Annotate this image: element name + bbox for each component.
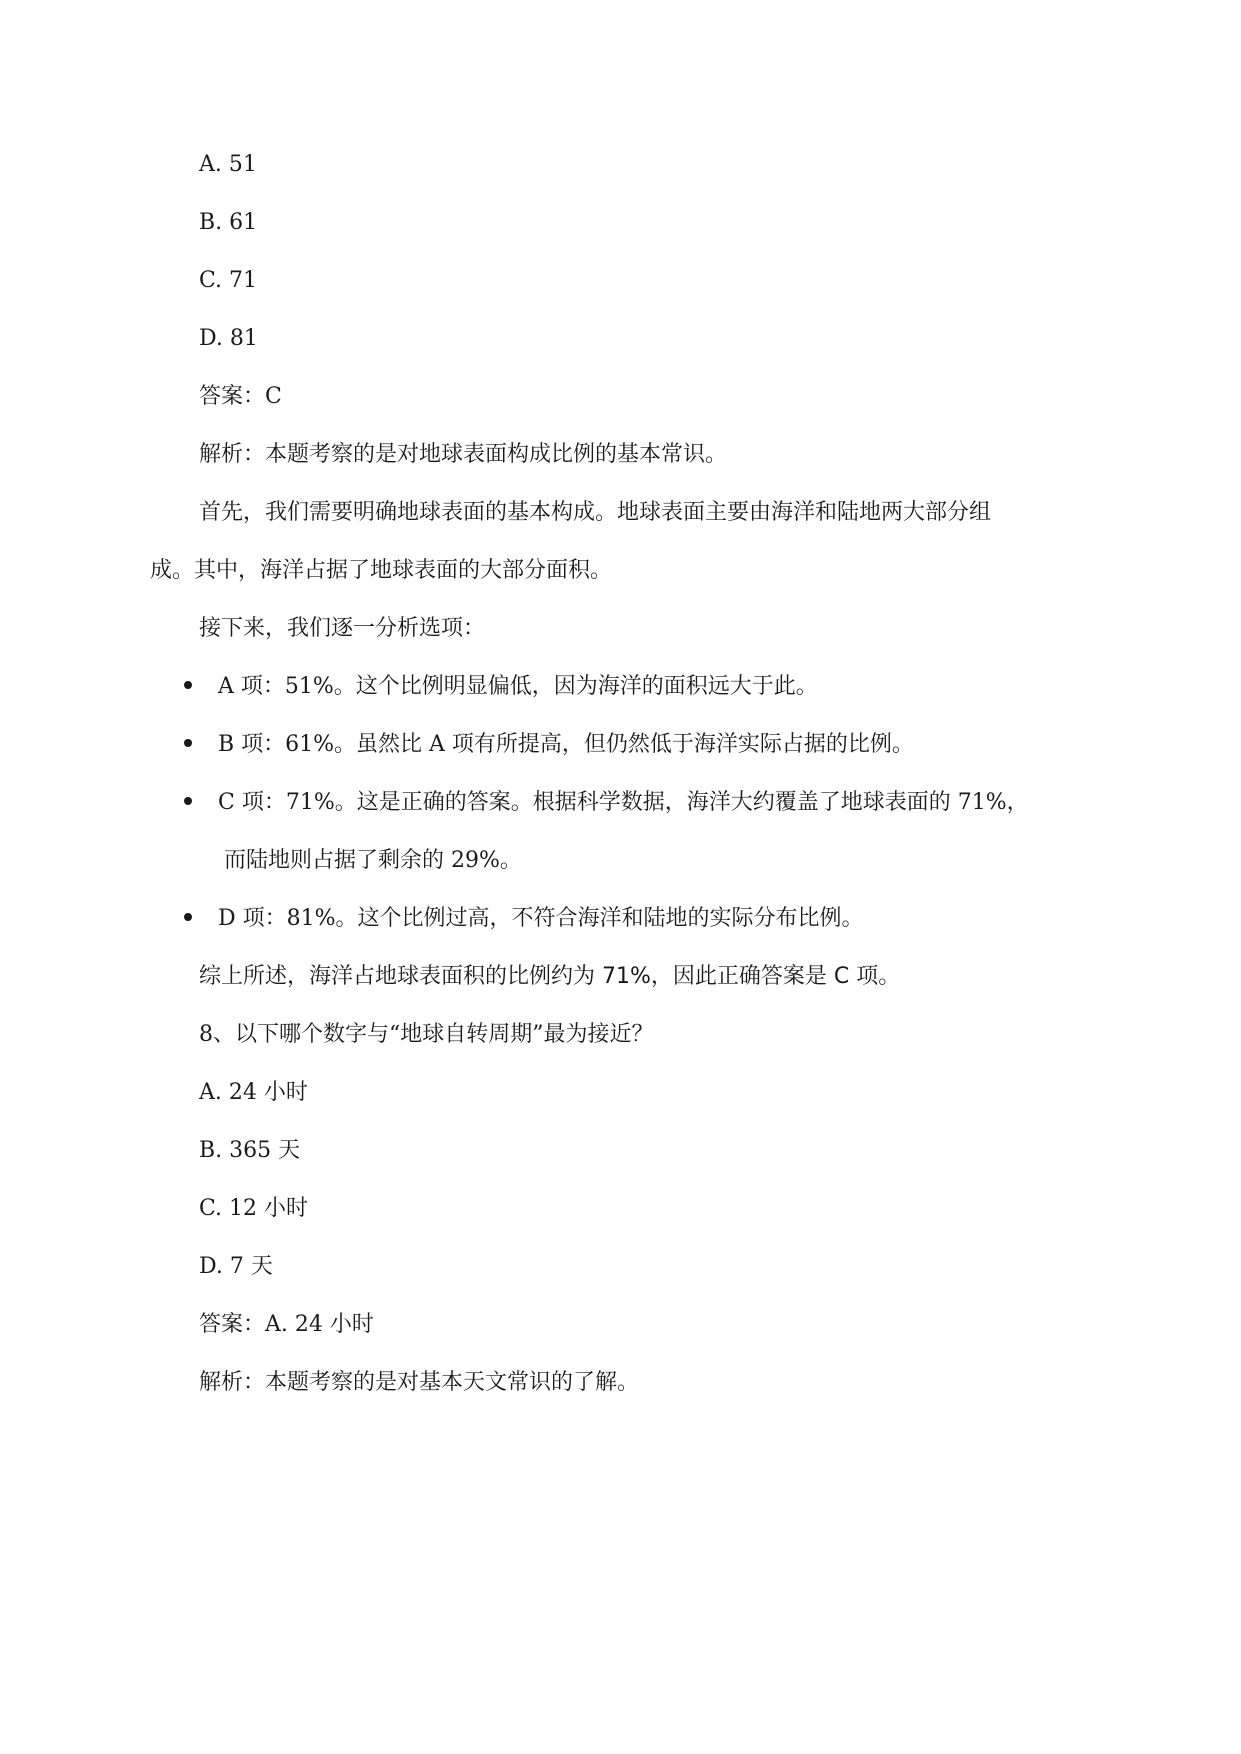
- bullet-icon: [184, 739, 192, 747]
- q7-summary: [199, 962, 900, 992]
- q8-question: 8、以下哪个数字与“地球自转周期”最为接近？: [199, 1022, 654, 1047]
- bullet-icon: [184, 797, 192, 805]
- bullet-text-a: A 项：51%。这个比例明显偏低，因为海洋的面积远大于此。: [218, 674, 818, 699]
- q7-option-b: B. 61: [199, 210, 258, 235]
- bullet-text-b: B 项：61%。虽然比 A 项有所提高，但仍然低于海洋实际占据的比例。: [218, 732, 914, 757]
- summary-answer-letter: C: [833, 964, 850, 989]
- q7-answer: 答案：C: [199, 384, 282, 409]
- q7-option-d: D. 81: [199, 326, 258, 351]
- q7-paragraph-1-line-1: 首先，我们需要明确地球表面的基本构成。地球表面主要由海洋和陆地两大部分组: [199, 500, 992, 525]
- bullet-list-item: [184, 788, 1029, 818]
- summary-text-post: 项。: [849, 964, 901, 989]
- q8-analysis-intro: 解析：本题考察的是对基本天文常识的了解。: [199, 1370, 640, 1395]
- bullet-text-c-continuation: 而陆地则占据了剩余的 29%。: [224, 848, 522, 873]
- q7-paragraph-2: 接下来，我们逐一分析选项：: [199, 616, 486, 641]
- q7-paragraph-1-line-2: 成。其中，海洋占据了地球表面的大部分面积。: [150, 558, 613, 583]
- q8-option-c: C. 12 小时: [199, 1196, 309, 1221]
- q7-option-a: A. 51: [199, 152, 257, 177]
- bullet-text-c: C 项：71%。这是正确的答案。根据科学数据，海洋大约覆盖了地球表面的 71%，: [218, 790, 1029, 815]
- q8-option-b: B. 365 天: [199, 1138, 301, 1163]
- q8-answer: 答案：A. 24 小时: [199, 1312, 374, 1337]
- summary-text-mid: ，因此正确答案是: [650, 964, 834, 989]
- q7-analysis-intro: 解析：本题考察的是对地球表面构成比例的基本常识。: [199, 442, 728, 467]
- bullet-text-d: D 项：81%。这个比例过高，不符合海洋和陆地的实际分布比例。: [218, 906, 864, 931]
- summary-percentage: 71%: [602, 964, 651, 989]
- bullet-list-item: [184, 904, 864, 934]
- q8-option-d: D. 7 天: [199, 1254, 273, 1279]
- bullet-list-item: [184, 672, 818, 702]
- bullet-icon: [184, 681, 192, 689]
- bullet-icon: [184, 913, 192, 921]
- q7-option-c: C. 71: [199, 268, 258, 293]
- bullet-list-item: [184, 730, 914, 760]
- summary-text-pre: 综上所述，海洋占地球表面积的比例约为: [199, 964, 602, 989]
- q8-option-a: A. 24 小时: [199, 1080, 308, 1105]
